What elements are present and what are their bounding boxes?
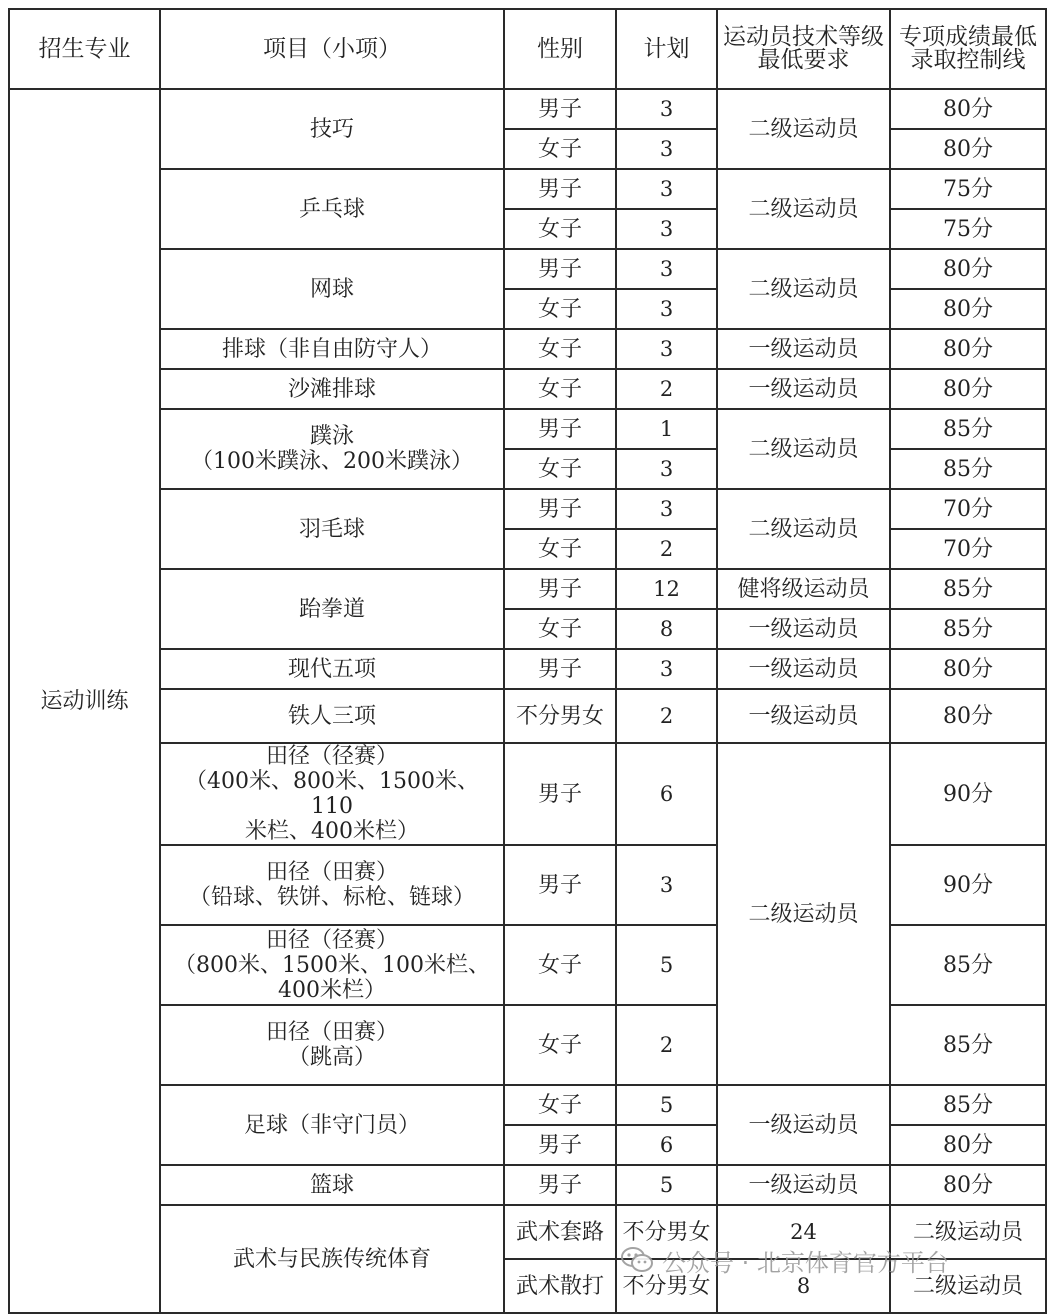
gender-cell: 女子 xyxy=(504,609,616,649)
level-cell: 二级运动员 xyxy=(717,249,890,329)
gender-cell: 男子 xyxy=(504,845,616,925)
event-cell xyxy=(160,1005,504,1085)
plan-cell: 3 xyxy=(616,329,717,369)
plan-cell: 2 xyxy=(616,529,717,569)
gender-cell: 男子 xyxy=(504,409,616,449)
table-row xyxy=(9,369,1046,409)
event-line: （跳高） xyxy=(287,1045,376,1070)
event-cell: 技巧 xyxy=(160,89,504,169)
score-cell: 80分 xyxy=(890,249,1046,289)
event-line: 田径（径赛） xyxy=(265,927,398,953)
gender-cell: 男子 xyxy=(504,569,616,609)
gender-cell: 男子 xyxy=(504,89,616,129)
level-cell: 二级运动员 xyxy=(890,1205,1046,1259)
plan-cell: 8 xyxy=(616,609,717,649)
event-cell: 铁人三项 xyxy=(160,689,504,743)
gender-cell: 女子 xyxy=(504,209,616,249)
table-row xyxy=(9,409,1046,449)
event-line: 田径（田赛） xyxy=(265,860,398,885)
plan-cell: 5 xyxy=(616,1085,717,1125)
event-line: 米栏、400米栏） xyxy=(245,819,419,844)
score-cell: 85分 xyxy=(890,1005,1046,1085)
plan-cell: 24 xyxy=(717,1205,890,1259)
gender-cell: 女子 xyxy=(504,1005,616,1085)
event-cell: 足球（非守门员） xyxy=(160,1085,504,1165)
table-row xyxy=(9,329,1046,369)
gender-cell: 女子 xyxy=(504,925,616,1005)
event-line: 田径（径赛） xyxy=(265,744,398,769)
gender-cell: 不分男女 xyxy=(616,1259,717,1313)
score-cell: 90分 xyxy=(890,743,1046,845)
gender-cell: 女子 xyxy=(504,329,616,369)
level-cell: 健将级运动员 xyxy=(717,569,890,609)
gender-cell: 不分男女 xyxy=(616,1205,717,1259)
level-cell: 二级运动员 xyxy=(717,89,890,169)
event-cell xyxy=(160,845,504,925)
plan-cell: 3 xyxy=(616,129,717,169)
plan-cell: 3 xyxy=(616,249,717,289)
score-cell: 80分 xyxy=(890,649,1046,689)
gender-cell: 女子 xyxy=(504,1085,616,1125)
level-cell: 二级运动员 xyxy=(890,1259,1046,1313)
event-cell xyxy=(160,743,504,845)
plan-cell: 1 xyxy=(616,409,717,449)
score-cell: 80分 xyxy=(890,369,1046,409)
level-cell: 二级运动员 xyxy=(717,169,890,249)
table-row xyxy=(9,649,1046,689)
event-cell: 篮球 xyxy=(160,1165,504,1205)
plan-cell: 3 xyxy=(616,169,717,209)
score-cell: 85分 xyxy=(890,449,1046,489)
plan-cell: 3 xyxy=(616,209,717,249)
header-plan: 计划 xyxy=(616,9,717,89)
score-cell: 80分 xyxy=(890,129,1046,169)
level-cell: 一级运动员 xyxy=(717,369,890,409)
table-row xyxy=(9,1005,1046,1085)
admission-table xyxy=(8,8,1047,1314)
header-gender: 性别 xyxy=(504,9,616,89)
gender-cell: 不分男女 xyxy=(504,689,616,743)
score-cell: 90分 xyxy=(890,845,1046,925)
level-cell: 二级运动员 xyxy=(717,409,890,489)
major-cell-training: 运动训练 xyxy=(9,89,160,1313)
score-cell: 85分 xyxy=(890,569,1046,609)
watermark-text: 公众号 · 北京体育官方平台 xyxy=(662,1248,949,1277)
gender-cell: 女子 xyxy=(504,449,616,489)
level-cell: 一级运动员 xyxy=(717,329,890,369)
score-cell: 80分 xyxy=(890,289,1046,329)
event-cell: 网球 xyxy=(160,249,504,329)
score-cell: 85分 xyxy=(890,925,1046,1005)
table-row xyxy=(9,845,1046,925)
score-cell: 75分 xyxy=(890,209,1046,249)
level-cell: 二级运动员 xyxy=(717,743,890,1085)
plan-cell: 2 xyxy=(616,369,717,409)
event-line: （400米、800米、1500米、110 xyxy=(185,769,479,819)
level-cell: 一级运动员 xyxy=(717,689,890,743)
header-level: 运动员技术等级最低要求 xyxy=(717,9,890,89)
score-cell: 70分 xyxy=(890,529,1046,569)
gender-cell: 男子 xyxy=(504,169,616,209)
gender-cell: 男子 xyxy=(504,743,616,845)
event-line: （铅球、铁饼、标枪、链球） xyxy=(188,885,475,910)
table-row xyxy=(9,689,1046,743)
table-row xyxy=(9,1165,1046,1205)
score-cell: 75分 xyxy=(890,169,1046,209)
gender-cell: 女子 xyxy=(504,289,616,329)
gender-cell: 男子 xyxy=(504,1125,616,1165)
gender-cell: 男子 xyxy=(504,249,616,289)
event-cell: 现代五项 xyxy=(160,649,504,689)
header-major: 招生专业 xyxy=(9,9,160,89)
score-cell: 80分 xyxy=(890,1125,1046,1165)
score-cell: 85分 xyxy=(890,409,1046,449)
event-cell: 排球（非自由防守人） xyxy=(160,329,504,369)
score-cell: 80分 xyxy=(890,329,1046,369)
plan-cell: 3 xyxy=(616,89,717,129)
plan-cell: 6 xyxy=(616,743,717,845)
table-row xyxy=(9,169,1046,209)
gender-cell: 男子 xyxy=(504,649,616,689)
gender-cell: 女子 xyxy=(504,369,616,409)
gender-cell: 男子 xyxy=(504,1165,616,1205)
score-cell: 85分 xyxy=(890,1085,1046,1125)
plan-cell: 8 xyxy=(717,1259,890,1313)
event-cell: 武术套路 xyxy=(504,1205,616,1259)
score-cell: 80分 xyxy=(890,689,1046,743)
score-cell: 80分 xyxy=(890,1165,1046,1205)
event-cell: 沙滩排球 xyxy=(160,369,504,409)
plan-cell: 5 xyxy=(616,925,717,1005)
table-row xyxy=(9,743,1046,845)
header-score: 专项成绩最低录取控制线 xyxy=(890,9,1046,89)
plan-cell: 6 xyxy=(616,1125,717,1165)
table-row xyxy=(9,925,1046,1005)
event-line: 田径（田赛） xyxy=(265,1020,398,1045)
table-row xyxy=(9,249,1046,289)
gender-cell: 男子 xyxy=(504,489,616,529)
plan-cell: 5 xyxy=(616,1165,717,1205)
gender-cell: 女子 xyxy=(504,129,616,169)
header-row xyxy=(9,9,1046,89)
plan-cell: 3 xyxy=(616,845,717,925)
event-cell: 跆拳道 xyxy=(160,569,504,649)
level-cell: 一级运动员 xyxy=(717,649,890,689)
table-row xyxy=(9,569,1046,609)
level-cell: 二级运动员 xyxy=(717,489,890,569)
score-cell: 70分 xyxy=(890,489,1046,529)
watermark xyxy=(620,1240,949,1280)
event-line: （800米、1500米、100米栏、 xyxy=(174,952,490,978)
score-cell: 80分 xyxy=(890,89,1046,129)
event-line: 蹼泳 xyxy=(309,424,354,449)
table-row xyxy=(9,1085,1046,1125)
event-line: （100米蹼泳、200米蹼泳） xyxy=(191,449,473,474)
plan-cell: 2 xyxy=(616,1005,717,1085)
event-cell xyxy=(160,925,504,1005)
plan-cell: 12 xyxy=(616,569,717,609)
event-cell: 乒乓球 xyxy=(160,169,504,249)
wechat-icon xyxy=(620,1245,654,1275)
event-cell: 羽毛球 xyxy=(160,489,504,569)
plan-cell: 2 xyxy=(616,689,717,743)
major-cell-wushu: 武术与民族传统体育 xyxy=(160,1205,504,1313)
plan-cell: 3 xyxy=(616,449,717,489)
event-cell: 武术散打 xyxy=(504,1259,616,1313)
event-cell xyxy=(160,409,504,489)
level-cell: 一级运动员 xyxy=(717,1085,890,1165)
table-row xyxy=(9,489,1046,529)
plan-cell: 3 xyxy=(616,289,717,329)
header-event: 项目（小项） xyxy=(160,9,504,89)
event-line: 400米栏） xyxy=(278,977,386,1003)
score-cell: 85分 xyxy=(890,609,1046,649)
level-cell: 一级运动员 xyxy=(717,609,890,649)
gender-cell: 女子 xyxy=(504,529,616,569)
level-cell: 一级运动员 xyxy=(717,1165,890,1205)
table-row xyxy=(9,89,1046,129)
plan-cell: 3 xyxy=(616,649,717,689)
plan-cell: 3 xyxy=(616,489,717,529)
